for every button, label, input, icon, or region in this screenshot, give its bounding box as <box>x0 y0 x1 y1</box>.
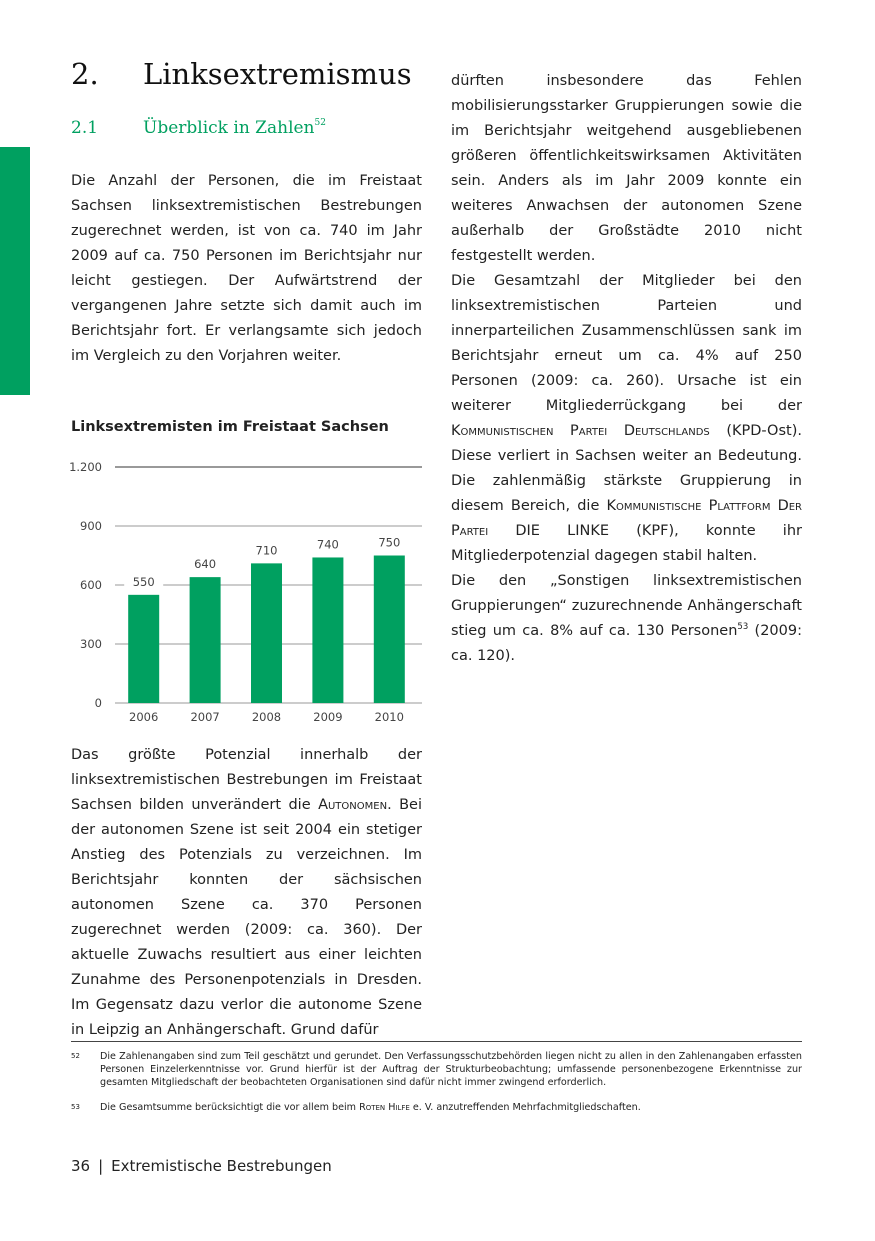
subsection-heading <box>71 118 326 138</box>
footnote-mark-53: 53 <box>71 1103 80 1111</box>
sidebar-accent-bar <box>0 147 30 395</box>
autonomen-term: Autonomen <box>318 797 388 813</box>
y-tick-label: 1.200 <box>69 460 102 474</box>
bar <box>312 557 343 703</box>
data-label: 750 <box>378 535 401 550</box>
footnote-ref-52: 52 <box>314 118 326 128</box>
subsection-number: 2.1 <box>71 118 99 138</box>
x-tick-label: 2007 <box>190 710 220 724</box>
page-footer <box>71 1157 332 1175</box>
y-tick-label: 300 <box>80 637 102 651</box>
y-tick-label: 600 <box>80 578 102 592</box>
rote-hilfe-term: Roten Hilfe <box>359 1102 410 1113</box>
footnote-53 <box>71 1101 802 1114</box>
left-paragraph-1: Die Anzahl der Personen, die im Freistaat Sachsen linksextremistischen Bestrebungen zugerechnet werden, ist von ca. 740 im Jahr 2009 auf ca. 750 Personen im Berichtsjahr nur leicht gestiegen. Der Aufwärtstrend der vergangenen Jahre setzte sich damit auch im Berichtsjahr fort. Er verlangsamte sich jedoch im Vergleich zu den Vorjahren weiter. <box>71 173 422 364</box>
y-tick-label: 0 <box>94 696 102 710</box>
bar <box>251 563 282 703</box>
y-tick-label: 900 <box>80 519 102 533</box>
section-heading <box>71 57 412 91</box>
section-number: 2. <box>71 57 99 91</box>
page-number: 36 <box>71 1157 91 1175</box>
footnote-text-53 <box>100 1101 802 1114</box>
data-label: 550 <box>132 574 155 589</box>
data-label: 640 <box>194 557 217 572</box>
bar <box>374 556 405 704</box>
kpd-term: Kommunistischen Partei Deutschlands <box>451 423 710 439</box>
bar <box>128 595 159 703</box>
right-paragraph-3 <box>451 569 802 669</box>
footer-separator: | <box>98 1157 104 1175</box>
footnote-divider <box>71 1041 802 1042</box>
data-label: 740 <box>316 537 339 552</box>
chart-title: Linksextremisten im Freistaat Sachsen <box>71 419 389 435</box>
bar-chart <box>60 452 430 727</box>
footnote-text-53-b: e. V. anzutreffenden Mehrfachmitgliedschaften. <box>409 1102 641 1113</box>
right-paragraph-2 <box>451 269 802 569</box>
right-paragraph-2-text-b: (KPD-Ost). Diese verliert in Sachsen weiter an Bedeutung. Die zahlenmäßig stärkste Gruppierung in diesem Bereich, die <box>451 423 802 514</box>
x-tick-label: 2008 <box>251 710 282 724</box>
right-paragraph-3-text-a: Die den „Sonstigen linksextremistischen Gruppierungen“ zuzurechnende Anhängerschaft stieg um ca. 8% auf ca. 130 Personen <box>451 573 802 639</box>
footnote-mark-52: 52 <box>71 1052 80 1060</box>
footnote-52 <box>71 1050 802 1089</box>
right-paragraph-1: dürften insbesondere das Fehlen mobilisierungsstarker Gruppierungen sowie die im Berichtsjahr weitgehend ausgebliebenen größeren öffentlichkeitswirksamen Aktivitäten sein. Anders als im Jahr 2009 konnte ein weiteres Anwachsen der autonomen Szene außerhalb der Großstädte 2010 nicht festgestellt werden. <box>451 73 802 264</box>
left-paragraph-2-text-a: Das größte Potenzial innerhalb der linksextremistischen Bestrebungen im Freistaat Sachsen bilden unverändert die <box>71 747 422 813</box>
bar <box>190 577 221 703</box>
data-label: 710 <box>255 543 278 558</box>
kpf-term: Kommunistische Plattform Der Partei <box>451 498 802 539</box>
left-paragraph-2 <box>71 743 422 1043</box>
x-tick-label: 2009 <box>313 710 343 724</box>
footnote-text-53-a: Die Gesamtsumme berücksichtigt die vor allem beim <box>100 1102 360 1113</box>
footer-section: Extremistische Bestrebungen <box>111 1157 332 1175</box>
right-paragraph-2-text-a: Die Gesamtzahl der Mitglieder bei den linksextremistischen Parteien und innerparteilichen Zusammenschlüssen sank im Berichtsjahr erneut um ca. 4% auf 250 Personen (2009: ca. 260). Ursache ist ein weiterer Mitgliederrückgang bei der <box>451 273 802 414</box>
left-paragraph-2-text-b: . Bei der autonomen Szene ist seit 2004 ein stetiger Anstieg des Potenzials zu verzeichnen. Im Berichtsjahr konnten der sächsischen autonomen Szene ca. 370 Personen zugerechnet werden (2009: ca. 360). Der aktuelle Zuwachs resultiert aus einer leichten Zunahme des Personenpotenzials in Dresden. Im Gegensatz dazu verlor die autonome Szene in Leipzig an Anhängerschaft. Grund dafür <box>71 797 422 1038</box>
x-tick-label: 2010 <box>374 710 404 724</box>
footnote-ref-53: 53 <box>737 622 749 632</box>
right-paragraph-3-text-b: (2009: ca. 120). <box>451 623 802 664</box>
subsection-title: Überblick in Zahlen <box>143 118 315 138</box>
x-tick-label: 2006 <box>129 710 159 724</box>
right-paragraph-2-text-c: DIE LINKE (KPF), konnte ihr Mitgliederpotenzial dagegen stabil halten. <box>451 523 802 564</box>
section-title: Linksextremismus <box>143 57 412 91</box>
footnote-text-52: Die Zahlenangaben sind zum Teil geschätzt und gerundet. Den Verfassungsschutzbehörden liegen nicht zu allen in den Zahlenangaben erfassten Personen Einzelerkenntnisse vor. Grund hierfür ist der Auftrag der Strukturbeobachtung; umfassende personenbezogene Erkenntnisse zur gesamten Mitgliedschaft der beobachteten Organisationen sind dafür nicht immer zwingend erforderlich. <box>100 1051 802 1088</box>
